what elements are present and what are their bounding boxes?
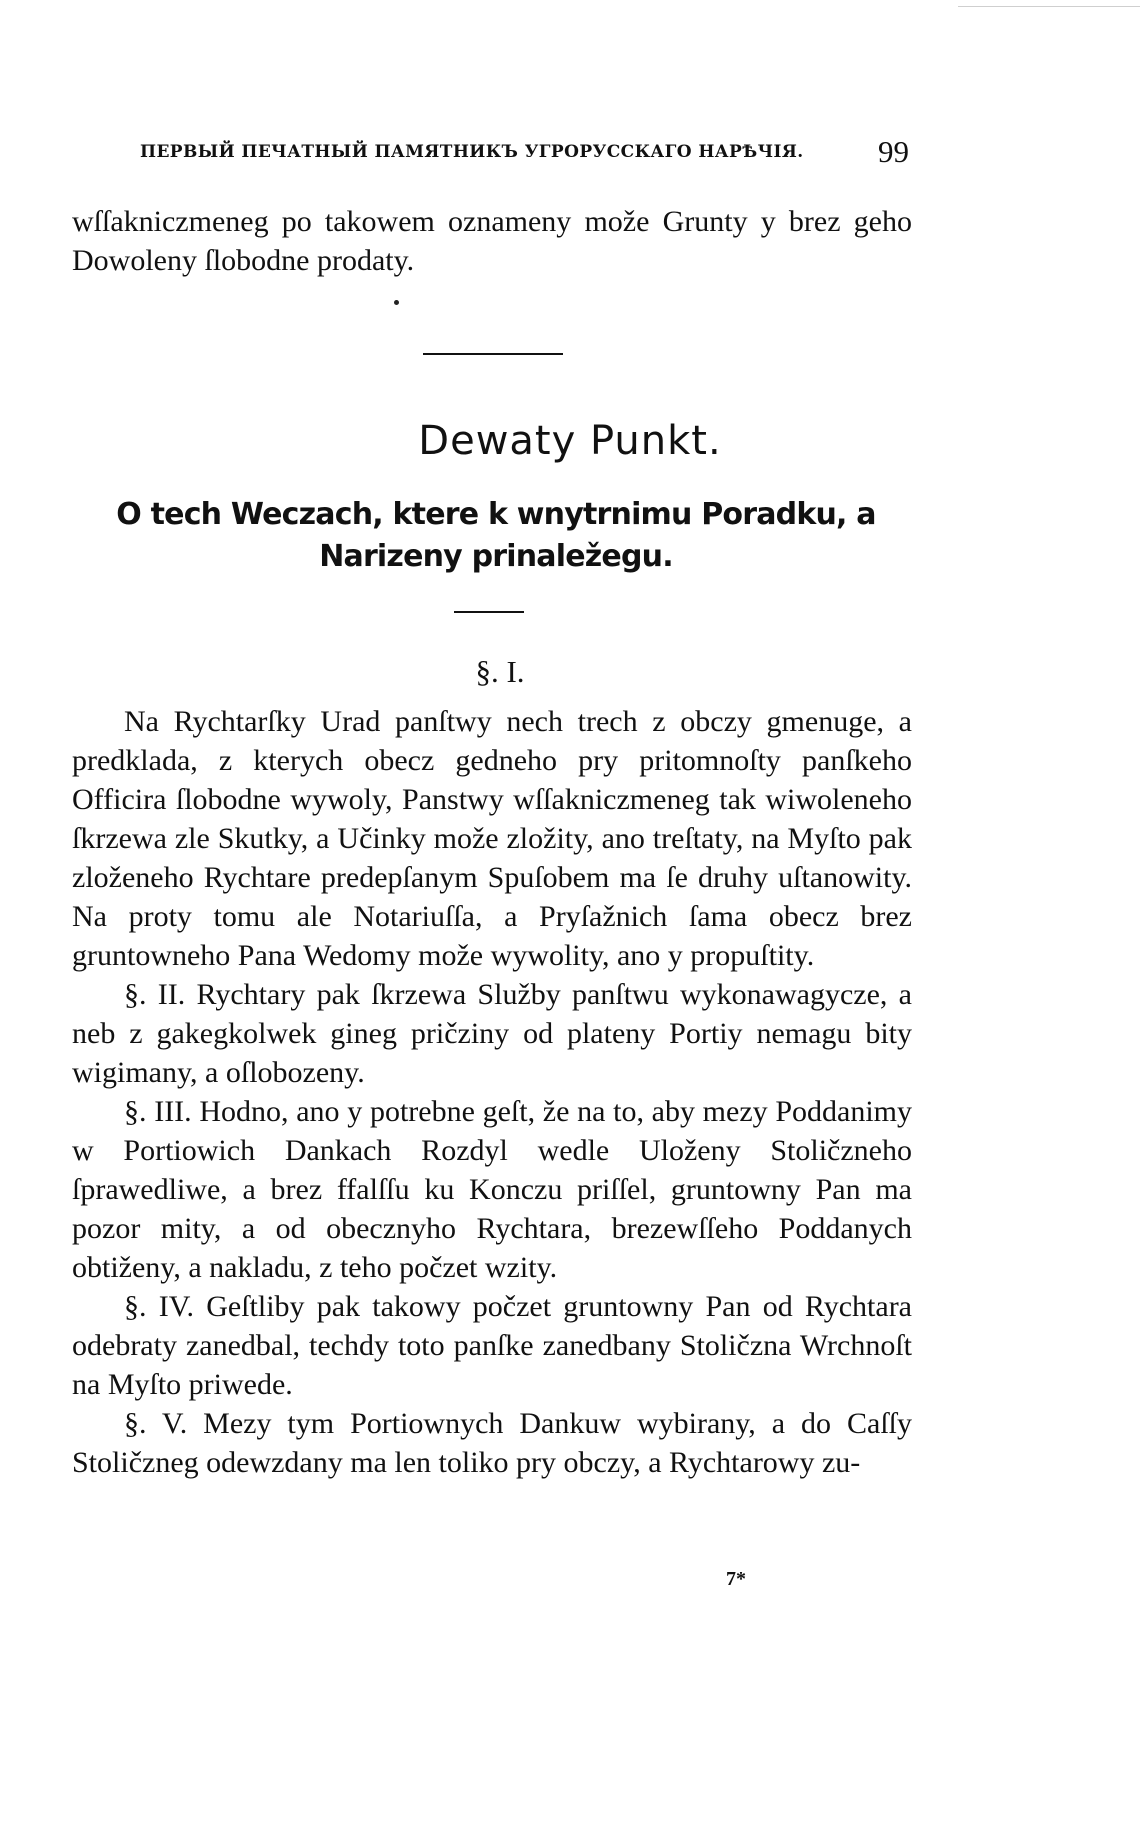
paragraph-2: §. II. Rychtary pak ſkrzewa Služby panſtwu wykonawagycze, a neb z gakegkolwek gineg pričziny od plateny Portiy nemagu bity wigimany, a oſlobozeny. xyxy=(72,978,912,1089)
page-edge-rule xyxy=(958,6,1140,7)
paragraph-3: §. III. Hodno, ano y potrebne geſt, že na to, aby mezy Poddanimy w Portiowich Dankach Rozdyl wedle Uloženy Stoličzneho ſprawedliwe, a brez ffalſſu ku Konczu priſſel, gruntowny Pan ma pozor mity, a od obecznyho Rychtara, brezewſſeho Poddanych obtiženy, a nakladu, z teho počzet wzity. xyxy=(72,1095,912,1284)
paragraph-mark: §. I. xyxy=(475,654,525,689)
paragraph-4: §. IV. Geſtliby pak takowy počzet gruntowny Pan od Rychtara odebraty zanedbal, techdy toto panſke zanedbany Stoličzna Wrchnoſt na Myſto priwede. xyxy=(72,1290,912,1401)
page-number: 99 xyxy=(878,134,909,169)
continuation-paragraph: wſſakniczmeneg po takowem oznameny može Grunty y brez geho Dowoleny ſlobodne prodaty. xyxy=(72,205,912,277)
continuation-text xyxy=(72,202,912,280)
paragraph-1: Na Rychtarſky Urad panſtwy nech trech z obczy gmenuge, a predklada, z kterych obecz gedneho pry pritomnoſty panſkeho Officira ſlobodne wywoly, Panstwy wſſakniczmeneg tak wiwoleneho ſkrzewa zle Skutky, a Učinky može zložity, ano treſtaty, na Myſto pak zloženeho Rychtare predepſanym Spuſobem ma ſe druhy uſtanowity. Na proty tomu ale Notariuſſa, a Pryſažnich ſama obecz brez gruntowneho Pana Wedomy može wywolity, ano y propuſtity. xyxy=(72,705,912,972)
paragraph-5: §. V. Mezy tym Portiownych Dankuw wybirany, a do Caſſy Stoličzneg odewzdany ma len toliko pry obczy, a Rychtarowy zu- xyxy=(72,1407,912,1479)
body-text xyxy=(72,702,912,1482)
section-subtitle: O tech Weczach, ktere k wnytrnimu Poradku, a Narizeny prinaležegu. xyxy=(116,497,876,574)
print-speck xyxy=(394,300,399,305)
running-head: ПЕРВЫЙ ПЕЧАТНЫЙ ПАМЯТНИКЪ УГРОРУССКАГО НАРѢЧІЯ. xyxy=(140,142,804,162)
signature-mark: 7* xyxy=(726,1568,746,1590)
section-divider xyxy=(423,353,563,355)
subsection-divider xyxy=(454,611,524,613)
section-title: Dewaty Punkt. xyxy=(418,418,722,464)
